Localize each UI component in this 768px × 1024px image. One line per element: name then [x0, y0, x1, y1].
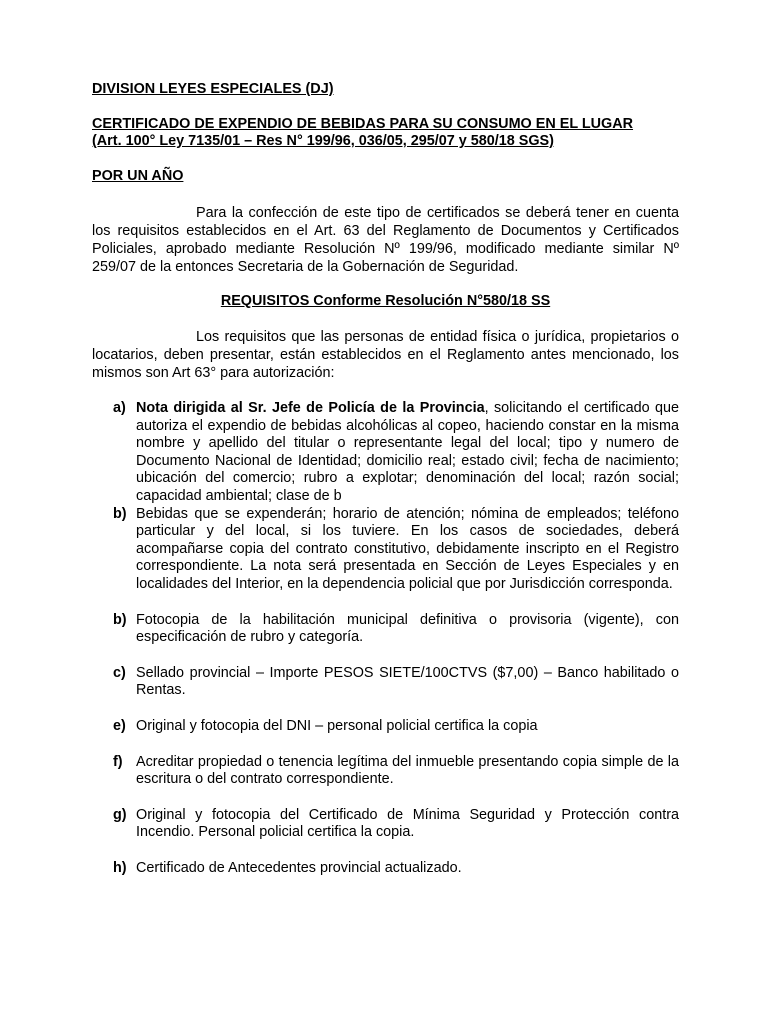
- list-item-text: Certificado de Antecedentes provincial actualizado.: [136, 859, 462, 876]
- list-item: [92, 860, 679, 878]
- list-marker: b): [113, 611, 127, 628]
- list-marker: b): [113, 505, 127, 522]
- intro-paragraph: [92, 204, 679, 276]
- list-item-text: Original y fotocopia del DNI – personal policial certifica la copia: [136, 717, 538, 734]
- list-item-text: Bebidas que se expenderán; horario de atención; nómina de empleados; teléfono particular y del local, si los tuviere. En los casos de sociedades, deberá acompañarse copia del contrato constitutivo, debidamente inscripto en el Registro correspondiente. La nota será presentada en Sección de Leyes Especiales y en localidades del Interior, en la dependencia policial que por Jurisdicción corresponda.: [136, 505, 679, 592]
- list-marker: c): [113, 664, 126, 681]
- list-item: [92, 400, 679, 506]
- requirements-paragraph: [92, 328, 679, 382]
- list-marker: e): [113, 717, 126, 734]
- certificate-subtitle: (Art. 100° Ley 7135/01 – Res N° 199/96, 036/05, 295/07 y 580/18 SGS): [92, 133, 554, 149]
- list-item: [92, 754, 679, 789]
- list-marker: h): [113, 859, 127, 876]
- list-item-text: Fotocopia de la habilitación municipal definitiva o provisoria (vigente), con especificación de rubro y categoría.: [136, 611, 679, 646]
- list-item-text: Sellado provincial – Importe PESOS SIETE/100CTVS ($7,00) – Banco habilitado o Rentas.: [136, 664, 679, 699]
- list-item-text: Acreditar propiedad o tenencia legítima del inmueble presentando copia simple de la escritura o del contrato correspondiente.: [136, 753, 679, 788]
- requirements-paragraph-text: Los requisitos que las personas de entidad física o jurídica, propietarios o locatarios, deben presentar, están establecidos en el Reglamento antes mencionado, los mismos son Art 63° para autorización:: [92, 329, 679, 381]
- list-marker: f): [113, 753, 123, 770]
- list-item: [92, 665, 679, 700]
- requirements-list: [92, 400, 679, 877]
- list-marker: a): [113, 400, 126, 416]
- list-item: [92, 807, 679, 842]
- certificate-title: CERTIFICADO DE EXPENDIO DE BEBIDAS PARA SU CONSUMO EN EL LUGAR: [92, 116, 634, 132]
- list-item-text: , solicitando el certificado que autoriza el expendio de bebidas alcohólicas al copeo, haciendo constar en la misma nombre y apellido del titular o representante legal del local; tipo y numero de Documento Nacional de Identidad; domicilio real; estado civil; fecha de nacimiento; ubicación del comercio; rubro a explotar; denominación del local; razón social; capacidad ambiental; clase de b: [136, 400, 679, 504]
- division-heading: DIVISION LEYES ESPECIALES (DJ): [92, 81, 334, 97]
- list-item-text: Original y fotocopia del Certificado de Mínima Seguridad y Protección contra Incendio. Personal policial certifica la copia.: [136, 806, 679, 841]
- list-marker: g): [113, 806, 127, 823]
- list-item: [92, 612, 679, 647]
- list-item: [92, 718, 679, 736]
- requirements-title: REQUISITOS Conforme Resolución N°580/18 SS: [220, 293, 551, 309]
- period-heading: POR UN AÑO: [92, 168, 184, 184]
- list-item: [92, 506, 679, 594]
- intro-paragraph-text: Para la confección de este tipo de certificados se deberá tener en cuenta los requisitos establecidos en el Art. 63 del Reglamento de Documentos y Certificados Policiales, aprobado mediante Resolución Nº 199/96, modificado mediante similar Nº 259/07 de la entonces Secretaria de la Gobernación de Seguridad.: [92, 205, 679, 275]
- list-item-bold-lead: Nota dirigida al Sr. Jefe de Policía de la Provincia: [136, 400, 485, 416]
